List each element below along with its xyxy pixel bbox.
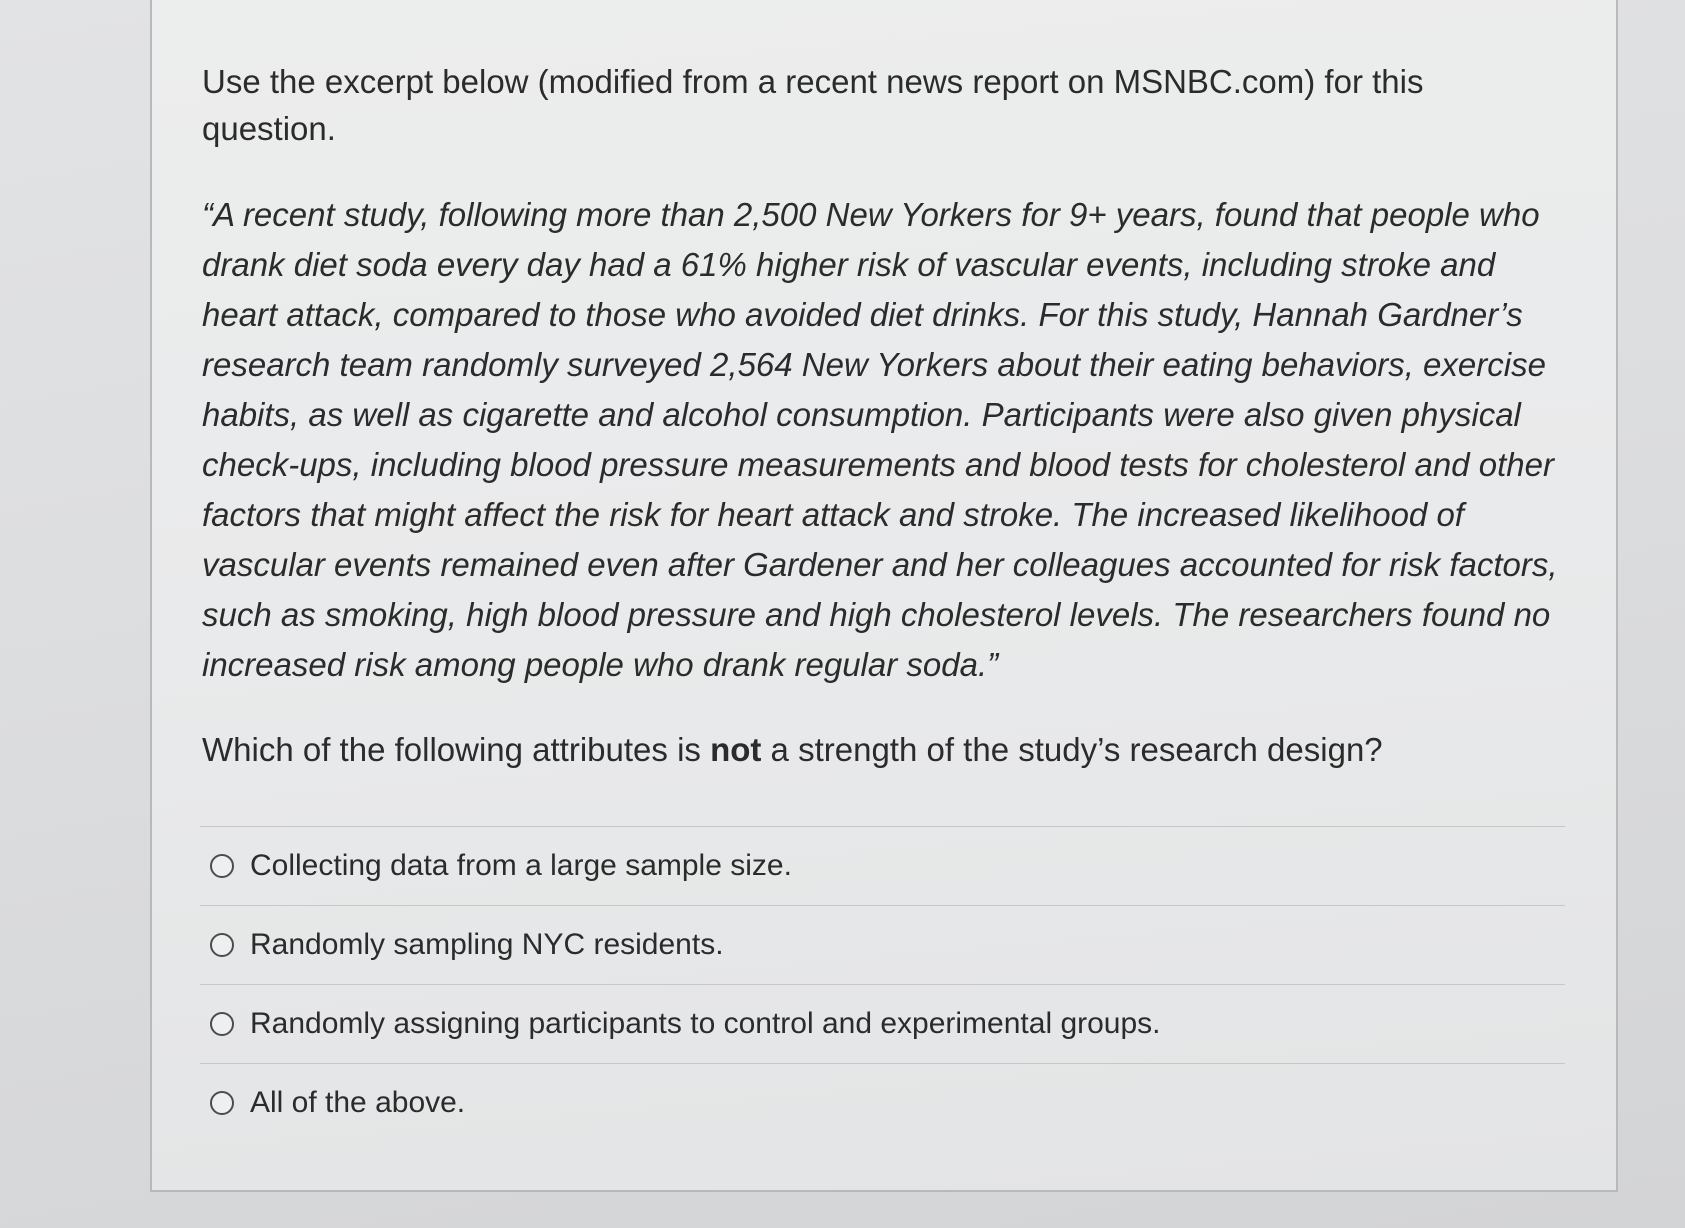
radio-button-icon[interactable] [210, 1012, 234, 1036]
answer-label: Randomly assigning participants to control and experimental groups. [250, 1007, 1161, 1040]
news-excerpt: “A recent study, following more than 2,500 New Yorkers for 9+ years, found that people who drank diet soda every day had a 61% higher risk of vascular events, including stroke and heart attack, compared to those who avoided diet drinks. For this study, Hannah Gardner’s research team randomly surveyed 2,564 New Yorkers about their eating behaviors, exercise habits, as well as cigarette and alcohol consumption. Participants were also given physical check-ups, including blood pressure measurements and blood tests for cholesterol and other factors that might affect the risk for heart attack and stroke. The increased likelihood of vascular events remained even after Gardener and her colleagues accounted for risk factors, such as smoking, high blood pressure and high cholesterol levels. The researchers found no increased risk among people who drank regular soda.” [202, 196, 1558, 683]
answer-option-1[interactable] [200, 827, 1565, 905]
answer-label: All of the above. [250, 1086, 466, 1119]
answer-option-4[interactable] [200, 1064, 1565, 1142]
question-prompt [202, 726, 1582, 773]
answer-label: Randomly sampling NYC residents. [250, 928, 724, 961]
question-body [202, 58, 1582, 773]
prompt-emphasis: not [710, 731, 762, 768]
question-card [150, 0, 1618, 1192]
prompt-text-end: a strength of the study’s research design? [761, 731, 1383, 768]
radio-button-icon[interactable] [210, 854, 234, 878]
answer-option-3[interactable] [200, 985, 1565, 1063]
radio-button-icon[interactable] [210, 1091, 234, 1115]
answer-option-2[interactable] [200, 906, 1565, 984]
radio-button-icon[interactable] [210, 933, 234, 957]
prompt-text-start: Which of the following attributes is [202, 731, 711, 768]
answer-list [200, 826, 1565, 1142]
answer-label: Collecting data from a large sample size. [250, 849, 792, 882]
question-intro: Use the excerpt below (modified from a recent news report on MSNBC.com) for this question. [202, 63, 1424, 147]
